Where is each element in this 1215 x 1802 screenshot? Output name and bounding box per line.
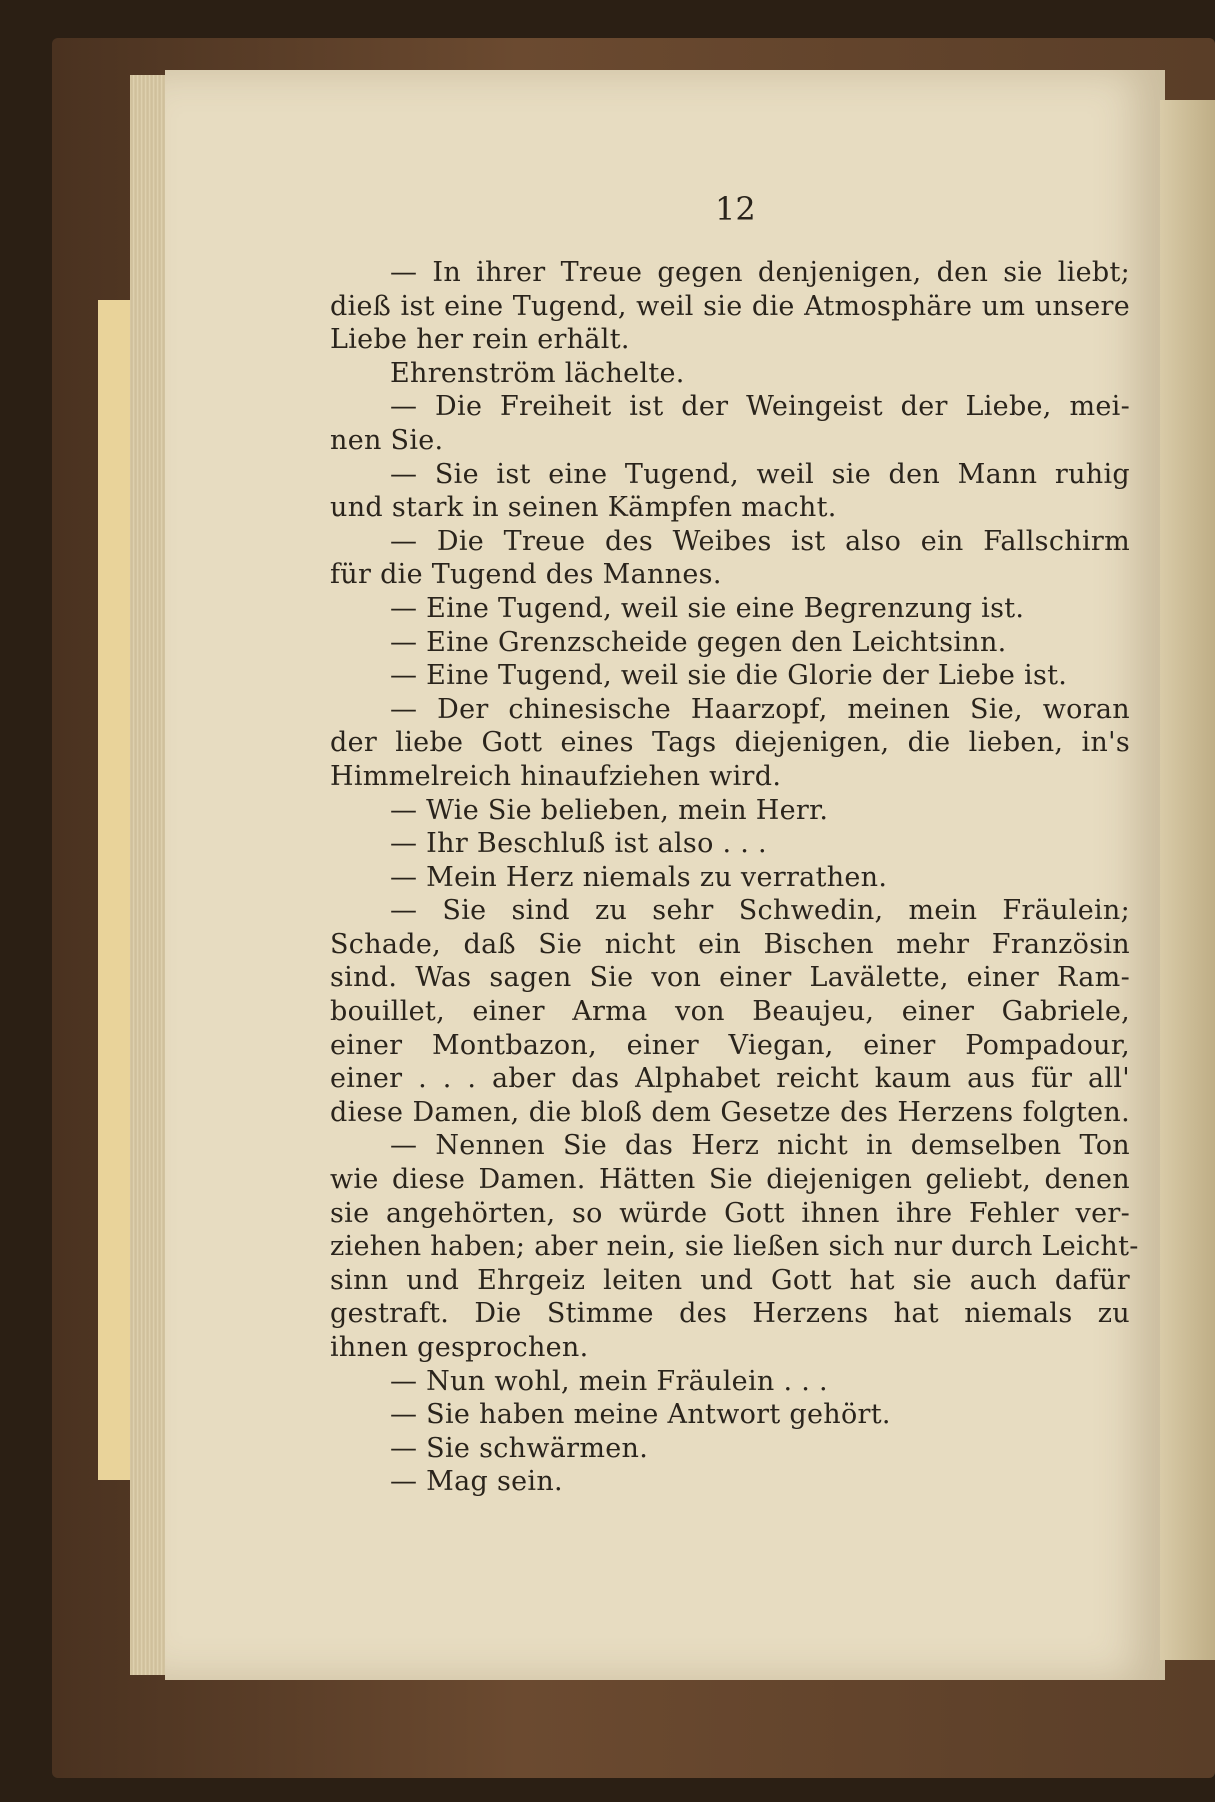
text-line: gestraft. Die Stimme des Herzens hat niemals zu	[330, 1298, 1130, 1330]
text-line: — Wie Sie belieben, mein Herr.	[390, 794, 829, 826]
text-line: ihnen gesprochen.	[330, 1332, 589, 1363]
text-line: — Sie sind zu sehr Schwedin, mein Fräulein;	[390, 895, 1130, 927]
text-line: — Eine Grenzscheide gegen den Leichtsinn.	[390, 626, 1007, 658]
text-line: — Mag sein.	[390, 1466, 563, 1498]
text-line: — Eine Tugend, weil sie eine Begrenzung ist.	[390, 592, 1025, 624]
text-line: für die Tugend des Mannes.	[330, 559, 722, 591]
text-line: sinn und Ehrgeiz leiten und Gott hat sie auch dafür	[330, 1264, 1130, 1296]
text-line: bouillet, einer Arma von Beaujeu, einer Gabriele,	[330, 996, 1130, 1028]
text-line: — Sie ist eine Tugend, weil sie den Mann ruhig	[390, 458, 1130, 490]
text-line: — Mein Herz niemals zu verrathen.	[390, 861, 888, 893]
text-line: — Sie schwärmen.	[390, 1432, 649, 1464]
text-line: nen Sie.	[330, 424, 444, 456]
text-line: Liebe her rein erhält.	[330, 324, 630, 356]
text-line: ziehen haben; aber nein, sie ließen sich nur durch Leicht-	[330, 1231, 1139, 1263]
text-line: wie diese Damen. Hätten Sie diejenigen geliebt, denen	[330, 1164, 1130, 1196]
text-line: — Der chinesische Haarzopf, meinen Sie, woran	[390, 693, 1130, 725]
text-line: Schade, daß Sie nicht ein Bischen mehr Französin	[330, 928, 1130, 960]
text-line: — Sie haben meine Antwort gehört.	[390, 1399, 891, 1431]
text-line: einer Montbazon, einer Viegan, einer Pompadour,	[330, 1029, 1130, 1061]
text-line: der liebe Gott eines Tags diejenigen, die lieben, in's	[330, 727, 1130, 759]
page-number: 12	[715, 190, 756, 228]
text-line: und stark in seinen Kämpfen macht.	[330, 492, 837, 524]
text-line: — In ihrer Treue gegen denjenigen, den sie liebt;	[390, 257, 1130, 288]
text-line: Himmelreich hinaufziehen wird.	[330, 760, 782, 792]
text-line: — Die Freiheit ist der Weingeist der Liebe, mei-	[390, 391, 1130, 423]
page-edge-right	[1160, 100, 1215, 1660]
text-line: — Nennen Sie das Herz nicht in demselben Ton	[390, 1130, 1130, 1162]
text-line: diese Damen, die bloß dem Gesetze des Herzens folgten.	[330, 1096, 1130, 1128]
page-edge-left	[130, 75, 170, 1675]
text-line: sind. Was sagen Sie von einer Lavälette, einer Ram-	[330, 962, 1130, 994]
text-line: Ehrenström lächelte.	[390, 357, 685, 389]
text-line: sie angehörten, so würde Gott ihnen ihre Fehler ver-	[330, 1197, 1130, 1229]
page-text	[330, 256, 1139, 1499]
text-line: — Ihr Beschluß ist also . . .	[390, 828, 767, 860]
text-line: — Eine Tugend, weil sie die Glorie der Liebe ist.	[390, 660, 1068, 692]
text-line: — Die Treue des Weibes ist also ein Fallschirm	[390, 525, 1130, 557]
text-line: einer . . . aber das Alphabet reicht kaum aus für all'	[330, 1063, 1130, 1095]
text-line: dieß ist eine Tugend, weil sie die Atmosphäre um unsere	[330, 290, 1130, 322]
text-line: — Nun wohl, mein Fräulein . . .	[390, 1365, 828, 1397]
